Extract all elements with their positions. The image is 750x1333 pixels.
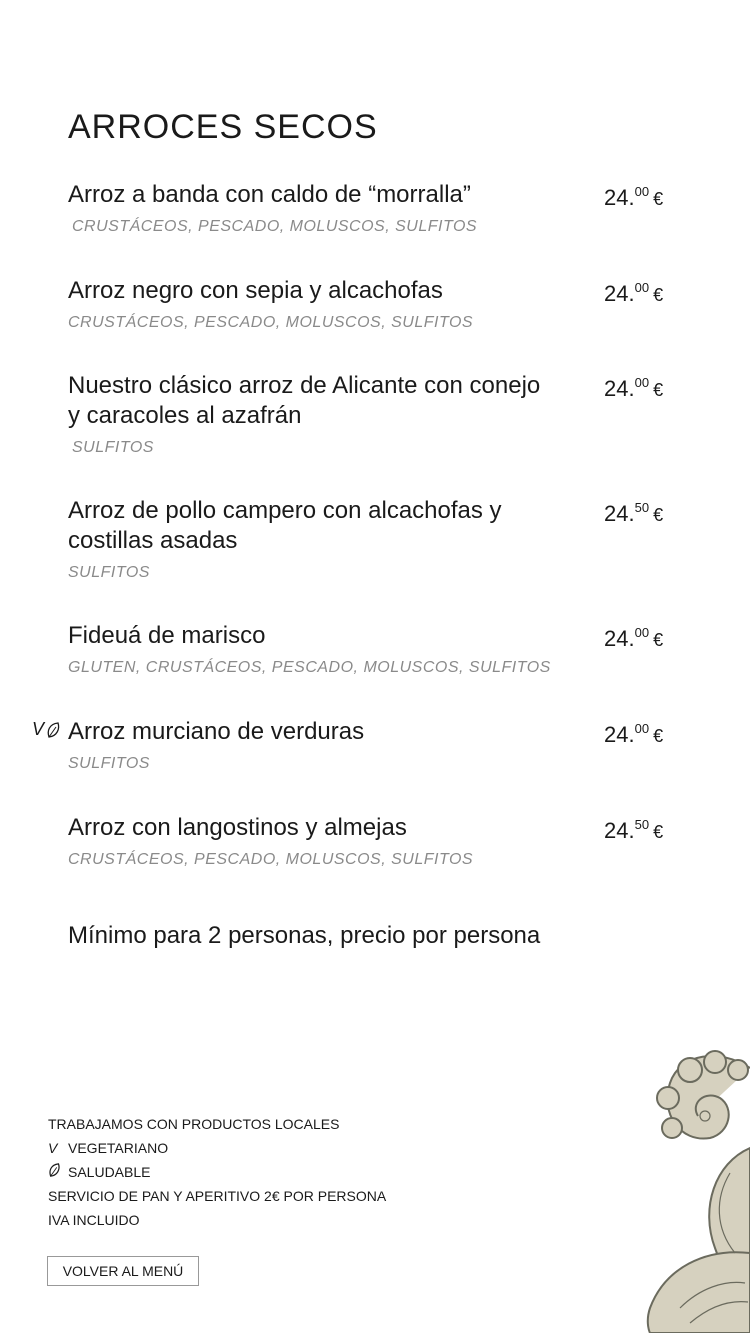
dish-name: Arroz negro con sepia y alcachofas xyxy=(68,277,443,304)
dish-allergens: GLUTEN, CRUSTÁCEOS, PESCADO, MOLUSCOS, SULFITOS xyxy=(68,659,551,676)
price-currency: € xyxy=(653,380,664,400)
legend-bread: SERVICIO DE PAN Y APERITIVO 2€ POR PERSONA xyxy=(48,1188,387,1204)
dish-allergens: CRUSTÁCEOS, PESCADO, MOLUSCOS, SULFITOS xyxy=(72,218,478,235)
price-decimals: 00 xyxy=(634,721,650,736)
dish-name: Arroz con langostinos y almejas xyxy=(68,814,407,841)
dish-name: Arroz a banda con caldo de “morralla” xyxy=(68,181,471,208)
dish-price xyxy=(604,817,663,844)
price-integer: 24. xyxy=(604,376,635,401)
price-decimals: 00 xyxy=(634,375,650,390)
dish-price xyxy=(604,500,663,527)
dish-name: Arroz murciano de verduras xyxy=(68,718,365,745)
dish-allergens: SULFITOS xyxy=(68,755,150,772)
leaf-icon xyxy=(48,1162,68,1183)
back-to-menu-button[interactable]: VOLVER AL MENÚ xyxy=(47,1256,199,1286)
dish-price xyxy=(604,280,663,307)
price-currency: € xyxy=(653,505,664,525)
dish-price xyxy=(604,721,663,748)
price-currency: € xyxy=(653,726,664,746)
leaf-icon xyxy=(46,721,62,739)
dish-allergens: SULFITOS xyxy=(68,564,150,581)
price-decimals: 00 xyxy=(634,280,650,295)
price-decimals: 00 xyxy=(634,625,650,640)
price-integer: 24. xyxy=(604,626,635,651)
price-currency: € xyxy=(653,630,664,650)
dish-price xyxy=(604,625,663,652)
legend-vat: IVA INCLUIDO xyxy=(48,1212,140,1228)
legend-local: TRABAJAMOS CON PRODUCTOS LOCALES xyxy=(48,1116,340,1132)
dish-allergens: SULFITOS xyxy=(72,439,154,456)
price-currency: € xyxy=(653,189,664,209)
price-integer: 24. xyxy=(604,281,635,306)
legend-vegetarian: V VEGETARIANO xyxy=(48,1140,169,1156)
price-integer: 24. xyxy=(604,722,635,747)
dish-allergens: CRUSTÁCEOS, PESCADO, MOLUSCOS, SULFITOS xyxy=(68,314,474,331)
price-decimals: 00 xyxy=(634,184,650,199)
dish-price xyxy=(604,184,663,211)
minimum-note: Mínimo para 2 personas, precio por persona xyxy=(68,922,541,949)
price-currency: € xyxy=(653,285,664,305)
dish-allergens: CRUSTÁCEOS, PESCADO, MOLUSCOS, SULFITOS xyxy=(68,851,474,868)
legend xyxy=(48,1112,386,1232)
vegetarian-icon: V xyxy=(32,719,45,739)
price-decimals: 50 xyxy=(634,817,650,832)
paisley-ornament-icon xyxy=(620,1048,750,1333)
price-integer: 24. xyxy=(604,185,635,210)
dish-name: Arroz de pollo campero con alcachofas y costillas asadas xyxy=(68,497,502,554)
legend-healthy: SALUDABLE xyxy=(48,1160,386,1184)
price-decimals: 50 xyxy=(634,500,650,515)
vegetarian-icon: V xyxy=(48,1140,58,1156)
section-title: ARROCES SECOS xyxy=(68,108,378,146)
dish-marks xyxy=(32,719,62,740)
dish-name: Fideuá de marisco xyxy=(68,622,266,649)
dish-price xyxy=(604,375,663,402)
dish-name: Nuestro clásico arroz de Alicante con conejo y caracoles al azafrán xyxy=(68,372,541,429)
price-integer: 24. xyxy=(604,818,635,843)
price-currency: € xyxy=(653,822,664,842)
price-integer: 24. xyxy=(604,501,635,526)
